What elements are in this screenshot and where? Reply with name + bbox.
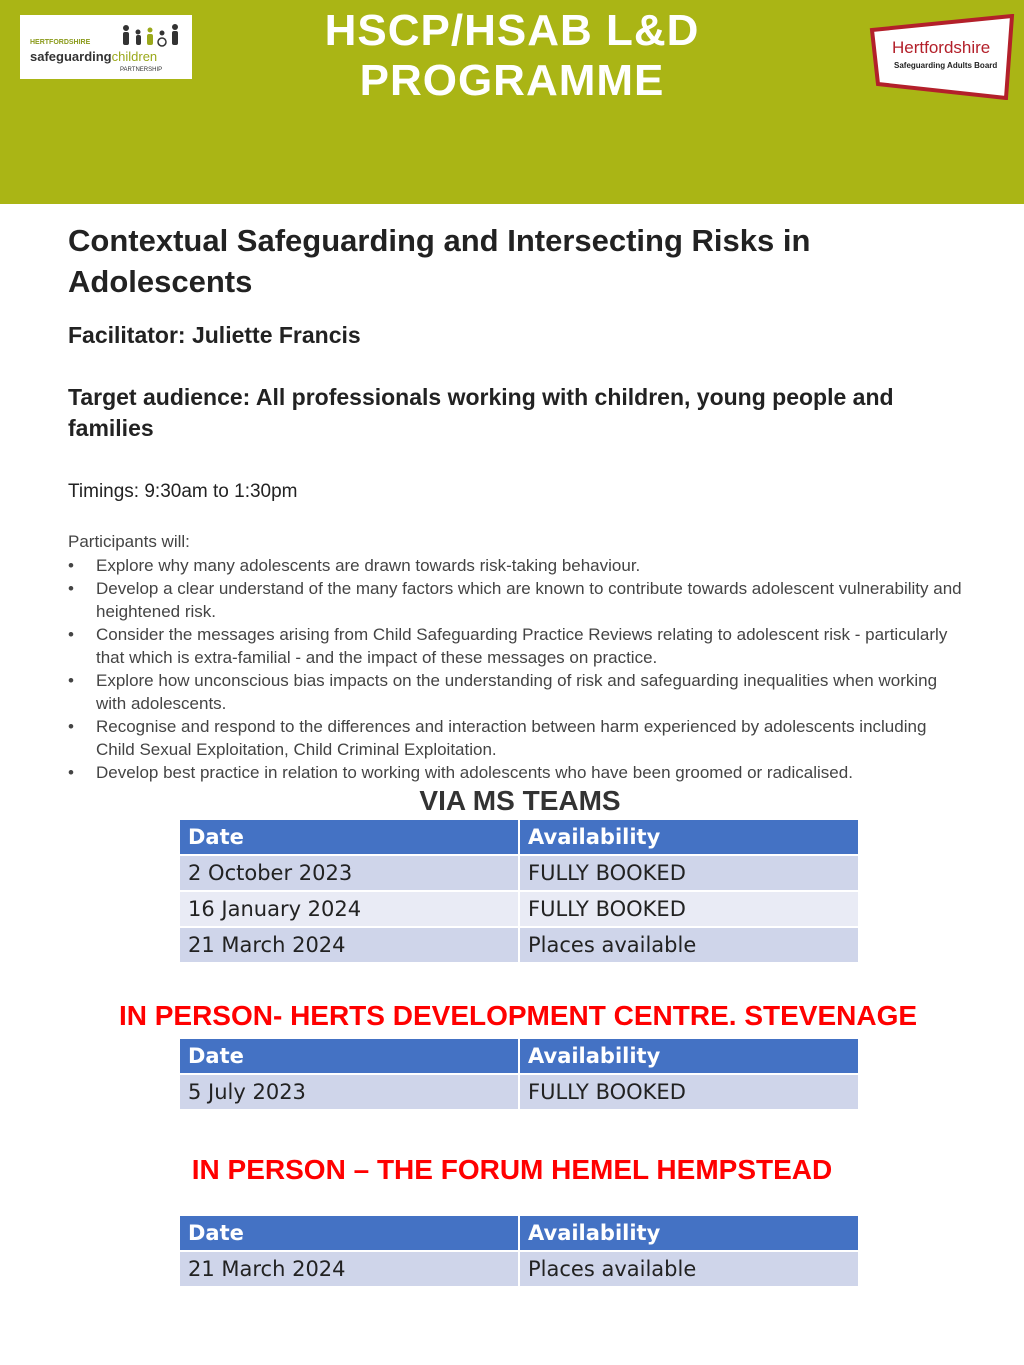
logo-left-sub: PARTNERSHIP: [120, 67, 163, 73]
page-title-line2: PROGRAMME: [359, 56, 665, 105]
section-heading-hemel-hempstead: IN PERSON – THE FORUM HEMEL HEMPSTEAD: [191, 1154, 833, 1185]
schedule-table-hemel-hempstead: [178, 1214, 860, 1288]
cell-availability: Places available: [519, 1251, 859, 1287]
table-row: [179, 1074, 859, 1110]
logo-left-main: safeguardingchildren: [30, 49, 158, 64]
participants-intro: Participants will:: [68, 532, 190, 551]
hertfordshire-safeguarding-adults-board-logo: [868, 14, 1018, 105]
table-row: [179, 891, 859, 927]
course-title-line2: Adolescents: [68, 264, 253, 299]
facilitator: Facilitator: Juliette Francis: [68, 322, 361, 348]
learning-outcomes-list: [68, 554, 968, 784]
list-item: • Explore how unconscious bias impacts on the understanding of risk and safeguarding inequalities when working with adolescents.: [68, 669, 968, 715]
timings: Timings: 9:30am to 1:30pm: [68, 481, 298, 502]
table-header-row: [179, 819, 859, 855]
list-item: • Consider the messages arising from Child Safeguarding Practice Reviews relating to adolescent risk - particularly that which is extra-familial - and the impact of these messages on practice.: [68, 623, 968, 669]
page-title-line1: HSCP/HSAB L&D: [324, 6, 700, 55]
list-item: • Develop a clear understand of the many factors which are known to contribute towards adolescent vulnerability and heightened risk.: [68, 577, 968, 623]
cell-date: 2 October 2023: [179, 855, 519, 891]
col-header-date: Date: [179, 1038, 519, 1074]
table-header-row: [179, 1215, 859, 1251]
cell-availability: Places available: [519, 927, 859, 963]
list-item: • Explore why many adolescents are drawn towards risk-taking behaviour.: [68, 554, 968, 577]
table-row: [179, 927, 859, 963]
logo-right-name: Hertfordshire: [892, 38, 991, 57]
family-figures-icon: [120, 23, 184, 47]
list-item: • Recognise and respond to the differences and interaction between harm experienced by adolescents including Child Sexual Exploitation, Child Criminal Exploitation.: [68, 715, 968, 761]
cell-date: 21 March 2024: [179, 1251, 519, 1287]
cell-availability: FULLY BOOKED: [519, 1074, 859, 1110]
col-header-date: Date: [179, 1215, 519, 1251]
cell-date: 21 March 2024: [179, 927, 519, 963]
table-header-row: [179, 1038, 859, 1074]
table-row: [179, 855, 859, 891]
page-title: [212, 6, 812, 106]
list-item: • Develop best practice in relation to working with adolescents who have been groomed or radicalised.: [68, 761, 968, 784]
col-header-availability: Availability: [519, 1215, 859, 1251]
section-heading-ms-teams: VIA MS TEAMS: [419, 785, 621, 816]
cell-availability: FULLY BOOKED: [519, 855, 859, 891]
logo-left-top: HERTFORDSHIRE: [30, 39, 91, 46]
cell-date: 5 July 2023: [179, 1074, 519, 1110]
course-title: [68, 220, 968, 302]
header-banner: [0, 0, 1024, 204]
table-row: [179, 1251, 859, 1287]
schedule-table-ms-teams: [178, 818, 860, 964]
cell-availability: FULLY BOOKED: [519, 891, 859, 927]
safeguarding-children-partnership-logo: [20, 15, 192, 79]
section-heading-stevenage: IN PERSON- HERTS DEVELOPMENT CENTRE. STEVENAGE: [118, 1000, 918, 1031]
col-header-availability: Availability: [519, 819, 859, 855]
cell-date: 16 January 2024: [179, 891, 519, 927]
schedule-table-stevenage: [178, 1037, 860, 1111]
col-header-availability: Availability: [519, 1038, 859, 1074]
logo-right-sub: Safeguarding Adults Board: [894, 61, 998, 70]
target-audience: Target audience: All professionals working with children, young people and families: [68, 384, 894, 441]
col-header-date: Date: [179, 819, 519, 855]
course-title-line1: Contextual Safeguarding and Intersecting Risks in: [68, 223, 811, 258]
